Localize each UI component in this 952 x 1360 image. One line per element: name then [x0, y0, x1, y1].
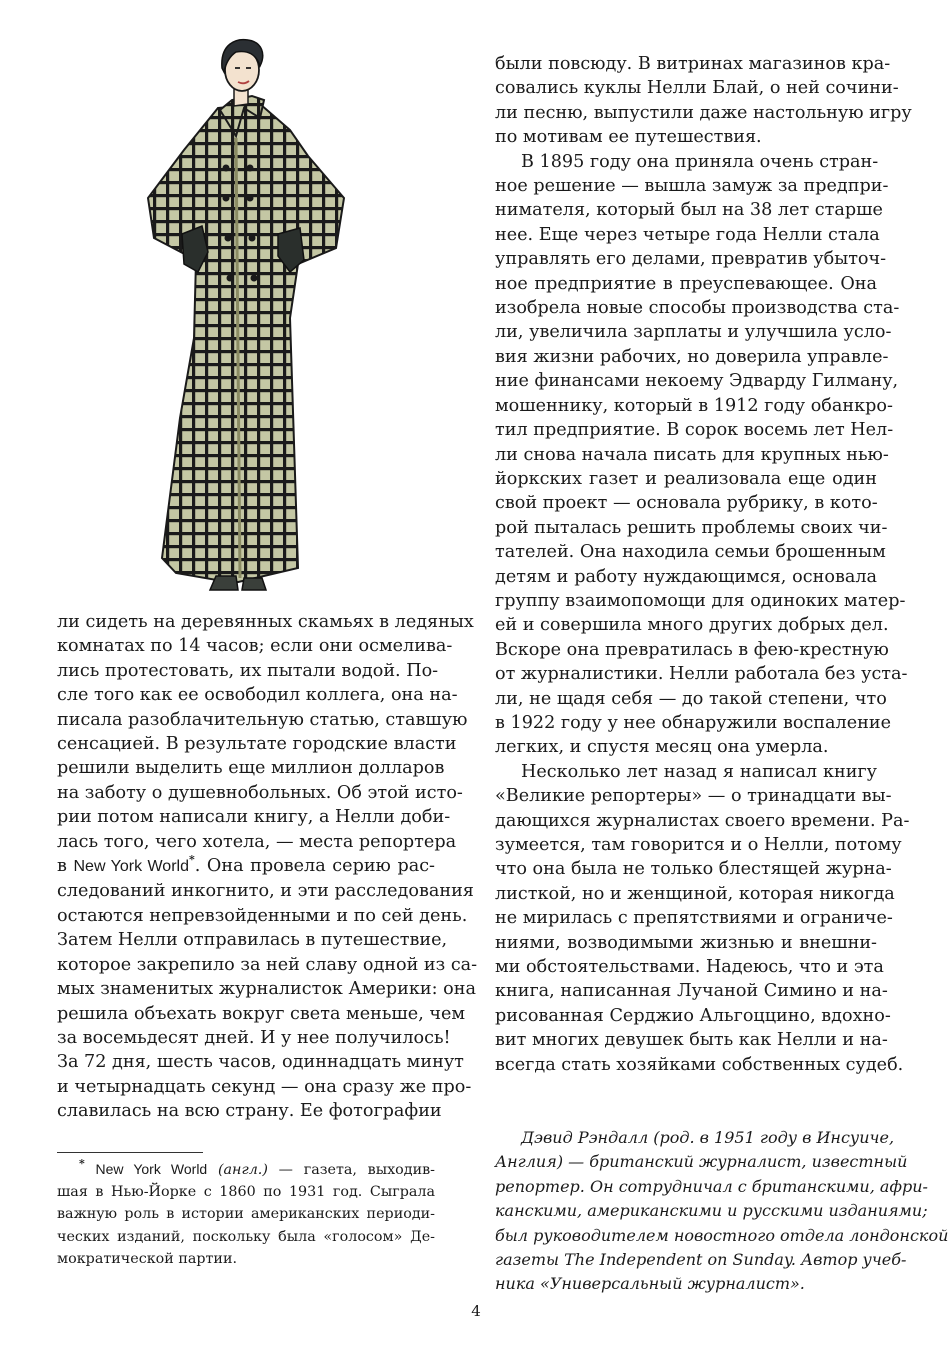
left-column-text: [57, 610, 478, 1124]
nellie-bly-illustration: [140, 38, 352, 594]
text-line: дающихся журналистах своего времени. Ра-: [495, 810, 910, 831]
page-number: 4: [471, 1302, 481, 1320]
text-line: ное предприятие в преуспевающее. Она: [495, 273, 877, 294]
footnote-line: мократической партии.: [57, 1250, 238, 1267]
footnote-marker: *: [79, 1157, 85, 1170]
text-line: писала разоблачительную статью, ставшую: [57, 709, 468, 730]
text-line: ние финансами некоему Эдварду Гилману,: [495, 371, 899, 392]
footnote-line: важную роль в истории американских периоди-: [57, 1206, 435, 1223]
bio-line: газеты The Independent on Sunday. Автор учеб-: [495, 1250, 907, 1270]
text-line: ли песню, выпустили даже настольную игру: [495, 102, 912, 123]
newspaper-name: New York World: [73, 858, 189, 876]
text-line: были повсюду. В витринах магазинов кра-: [495, 54, 891, 74]
bio-line: ника «Универсальный журналист».: [495, 1274, 805, 1294]
text-line: ли, не щадя себя — до такой степени, что: [495, 688, 887, 709]
paragraph-start-line: В 1895 году она приняла очень стран-: [521, 151, 879, 172]
text-line: рой пыталась решить проблемы своих чи-: [495, 517, 888, 538]
text-line: славилась на всю страну. Ее фотографии: [57, 1101, 442, 1122]
footnote-line: ческих изданий, поскольку была «голосом» Де-: [57, 1228, 435, 1245]
text-line: решили выделить еще миллион долларов: [57, 758, 445, 779]
text-line: лась того, чего хотела, — места репортера: [57, 831, 457, 852]
text-line: За 72 дня, шесть часов, одиннадцать минут: [57, 1052, 464, 1073]
bio-line: был руководителем новостного отдела лондонской: [495, 1225, 949, 1245]
bio-line: Англия) — британский журналист, известный: [495, 1152, 908, 1172]
footnote-line: шая в Нью-Йорке с 1860 по 1931 год. Сыграла: [57, 1184, 435, 1201]
text-line: «Великие репортеры» — о тринадцати вы-: [495, 786, 892, 807]
text-line: ей и совершила много других добрых дел.: [495, 615, 889, 636]
text-line: тил предприятие. В сорок восемь лет Нел-: [495, 420, 894, 441]
text-fragment: в: [57, 856, 74, 877]
text-line: ли снова начала писать для крупных нью-: [495, 444, 889, 465]
text-line: не мирилась с препятствиями и ограниче-: [495, 908, 893, 929]
text-line: комнатах по 14 часов; если они осмелива-: [57, 636, 453, 657]
text-line: изобрела новые способы производства ста-: [495, 298, 900, 319]
footnote-marker: *: [189, 853, 195, 867]
text-line: листкой, но и женщиной, которая никогда: [495, 883, 895, 904]
text-line: за восемьдесят дней. И у нее получилось!: [57, 1027, 451, 1048]
text-line: группу взаимопомощи для одиноких матер-: [495, 590, 906, 611]
text-line: управлять его делами, превратив убыточ-: [495, 249, 887, 270]
text-line: решила объехать вокруг света меньше, чем: [57, 1003, 466, 1024]
text-line: в 1922 году у нее обнаружили воспаление: [495, 712, 891, 733]
footnote-language-note: (англ.): [217, 1162, 268, 1178]
text-line: вит многих девушек быть как Нелли и на-: [495, 1030, 888, 1051]
text-line: и четырнадцать секунд — она сразу же про-: [57, 1076, 472, 1097]
paragraph-start-line: Несколько лет назад я написал книгу: [521, 761, 877, 782]
text-line: Затем Нелли отправилась в путешествие,: [57, 930, 448, 951]
text-line: мых знаменитых журналисток Америки: она: [57, 979, 476, 1000]
text-line: ниями, возводимыми жизнью и внешни-: [495, 932, 877, 953]
text-line: остаются непревзойденными и по сей день.: [57, 905, 468, 926]
text-line: всегда стать хозяйками собственных судеб.: [495, 1054, 904, 1075]
text-fragment: . Она провела серию рас-: [194, 856, 435, 877]
bio-line: канскими, американскими и русскими изданиями;: [495, 1201, 928, 1221]
text-line: зумеется, там говорится и о Нелли, потому: [495, 835, 902, 855]
text-line: сенсацией. В результате городские власти: [57, 734, 457, 755]
text-line-newspaper: [57, 854, 435, 879]
bio-line: Дэвид Рэндалл (род. в 1951 году в Инсуиче,: [521, 1128, 895, 1147]
text-line: совались куклы Нелли Блай, о ней сочини-: [495, 78, 899, 99]
footnote: [57, 1158, 435, 1270]
footnote-divider: [57, 1152, 203, 1153]
text-line: по мотивам ее путешествия.: [495, 127, 762, 148]
text-line: книга, написанная Лучаной Симино и на-: [495, 981, 888, 1002]
right-column-text: [495, 52, 912, 1077]
text-line: нимателя, который был на 38 лет старше: [495, 200, 883, 221]
text-line: рисованная Серджио Альгоццино, вдохно-: [495, 1005, 891, 1026]
text-line: тателей. Она находила семьи брошенным: [495, 542, 886, 563]
text-line: ли, увеличила зарплаты и улучшила усло-: [495, 322, 892, 343]
text-line: что она была не только блестящей журна-: [495, 859, 892, 880]
footnote-first-line: [57, 1158, 435, 1181]
text-line: свой проект — основала рубрику, в кото-: [495, 493, 878, 514]
text-line: йоркских газет и реализовала еще один: [495, 468, 877, 489]
text-line: мошеннику, который в 1912 году обанкро-: [495, 395, 893, 416]
text-line: вия жизни рабочих, но доверила управле-: [495, 346, 889, 367]
author-bio: [495, 1126, 949, 1297]
text-line: лись протестовать, их пытали водой. По-: [57, 660, 439, 681]
text-fragment: — газета, выходив-: [267, 1162, 435, 1178]
text-line: нее. Еще через четыре года Нелли стала: [495, 224, 880, 245]
text-line: легких, и спустя месяц она умерла.: [495, 737, 829, 758]
newspaper-name: New York World: [95, 1161, 208, 1177]
text-line: Вскоре она превратилась в фею-крестную: [495, 639, 889, 660]
text-line: следований инкогнито, и эти расследования: [57, 881, 474, 902]
text-line: которое закрепило за ней славу одной из са-: [57, 954, 478, 975]
text-line: ное решение — вышла замуж за предпри-: [495, 176, 889, 197]
text-line: от журналистики. Нелли работала без уста-: [495, 664, 908, 685]
text-line: сле того как ее освободил коллега, она на-: [57, 685, 458, 706]
text-line: ми обстоятельствами. Надеюсь, что и эта: [495, 957, 884, 978]
bio-line: репортер. Он сотрудничал с британскими, афри-: [495, 1176, 928, 1196]
text-line: ли сидеть на деревянных скамьях в ледяных: [57, 612, 474, 632]
text-line: рии потом написали книгу, а Нелли доби-: [57, 807, 451, 828]
text-line: на заботу о душевнобольных. Об этой исто-: [57, 782, 463, 803]
text-line: детям и работу нуждающимся, основала: [495, 566, 877, 587]
